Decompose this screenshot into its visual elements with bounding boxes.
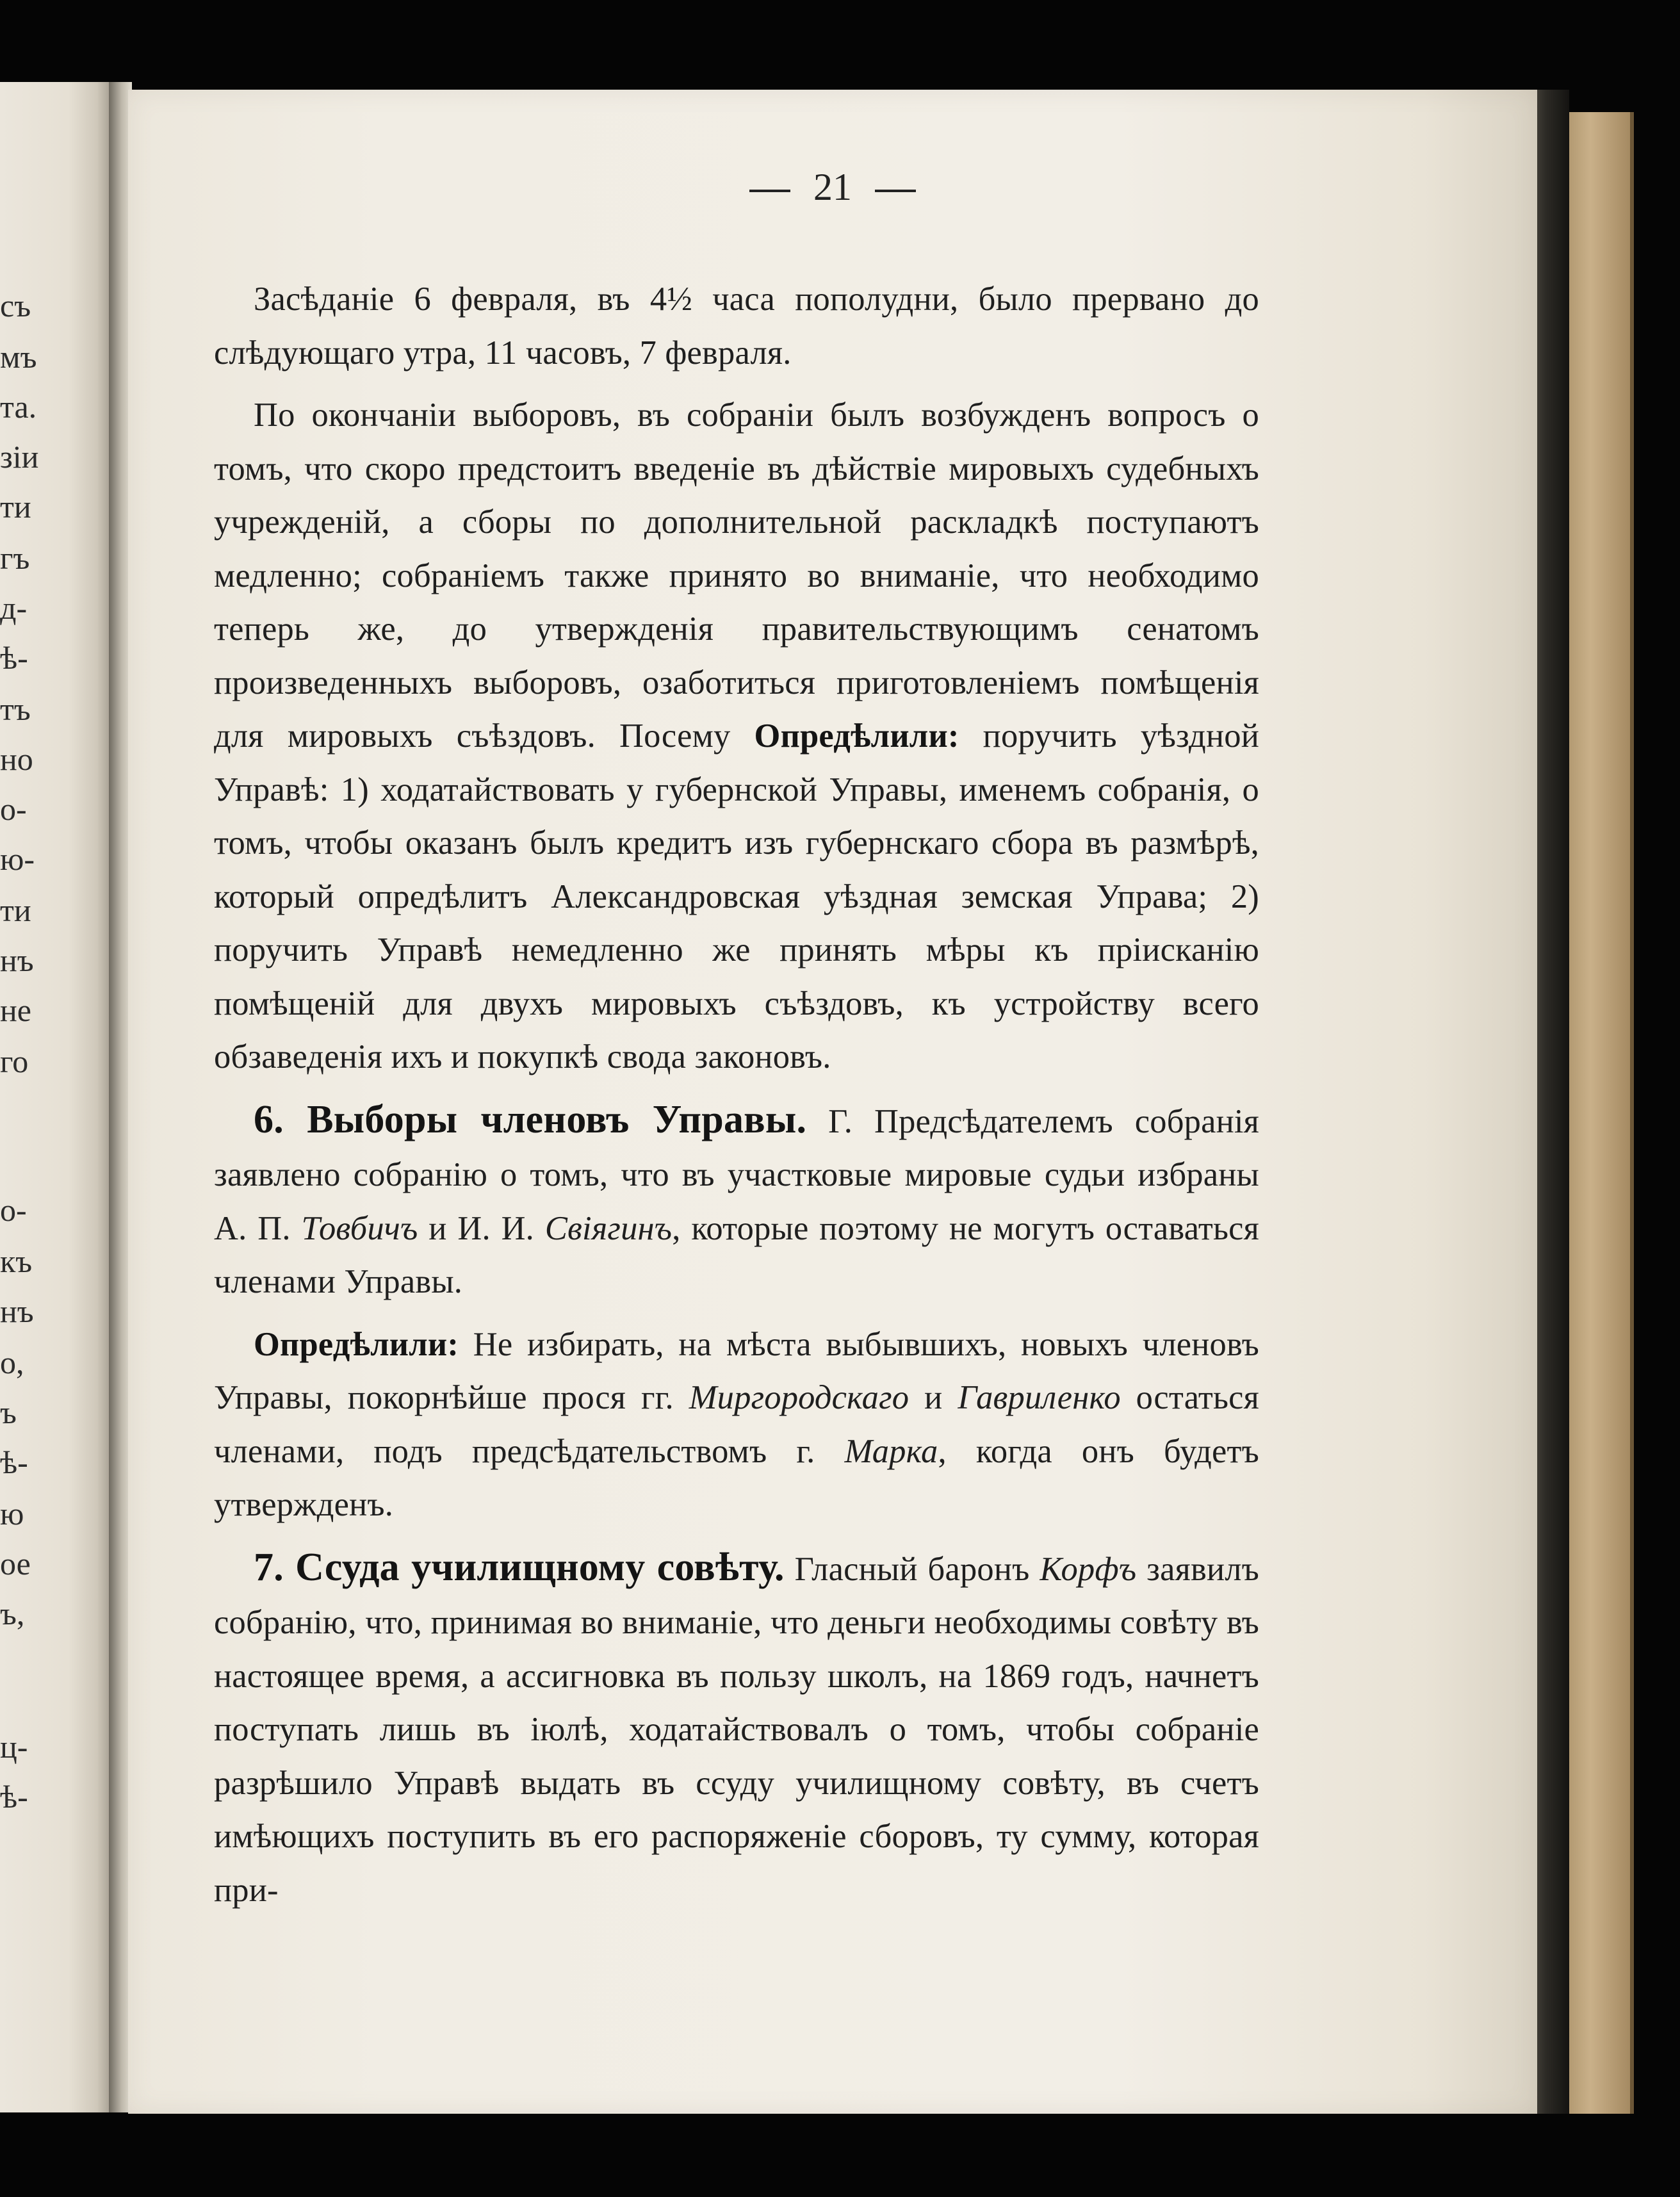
previous-page-fragment: о- bbox=[0, 791, 27, 827]
page-number-dash-right bbox=[875, 190, 916, 192]
paragraph-text: Г. Предсѣдателемъ собранія заявлено собранію о томъ, что въ участковые мировые судьи избраны А. П. bbox=[214, 1102, 1259, 1247]
paragraph-text: поручить уѣздной Управѣ: 1) ходатайствовать у губернской Управы, именемъ собранія, о томъ, чтобы оказанъ былъ кредитъ изъ губернскаго сбора въ размѣрѣ, который опредѣлитъ Александровская уѣздная земская Управа; 2) поручить Управѣ немедленно же принять мѣры къ пріисканію помѣщеній для двухъ мировыхъ съѣздовъ, къ устройству всего обзаведенія ихъ и покупкѣ свода законовъ. bbox=[214, 717, 1259, 1075]
paragraph-text: и И. И. bbox=[418, 1209, 545, 1247]
section-heading: 6. Выборы членовъ Управы. bbox=[254, 1097, 807, 1141]
paragraph-text: , когда онъ будетъ утвержденъ. bbox=[214, 1432, 1260, 1523]
page-number-dash-left bbox=[749, 190, 790, 192]
page-number bbox=[128, 165, 1537, 209]
previous-page-fragment: къ bbox=[0, 1243, 33, 1279]
previous-page-fragment: но bbox=[0, 741, 33, 777]
previous-page-fragment: гъ bbox=[0, 540, 30, 576]
previous-page-fragment: съ bbox=[0, 288, 31, 323]
paragraph-section-7 bbox=[214, 1541, 1259, 1918]
previous-page-fragment: ъ bbox=[0, 1394, 17, 1430]
previous-page-fragment: тъ bbox=[0, 691, 31, 727]
previous-page-fragment: ти bbox=[0, 489, 31, 525]
person-name: Гавриленко bbox=[958, 1379, 1121, 1416]
paragraph-session-adjourned bbox=[214, 273, 1259, 380]
previous-page-fragment: ое bbox=[0, 1546, 31, 1581]
page-number-value: 21 bbox=[813, 166, 852, 208]
paragraph-section-6 bbox=[214, 1093, 1259, 1309]
paragraph-text: Засѣданіе 6 февраля, въ 4½ часа пополудни, было прервано до слѣдующаго утра, 11 часовъ, 7 февраля. bbox=[214, 281, 1259, 372]
decision-label: Опредѣлили: bbox=[254, 1325, 459, 1363]
previous-page-fragment: ю bbox=[0, 1496, 24, 1531]
book-page bbox=[128, 90, 1537, 2114]
previous-page-fragment: го bbox=[0, 1043, 29, 1079]
previous-page-fragment: ѣ- bbox=[0, 1779, 28, 1815]
previous-page-fragment: д- bbox=[0, 590, 28, 626]
previous-page-fragment: мъ bbox=[0, 339, 37, 375]
paragraph-text: По окончаніи выборовъ, въ собраніи былъ возбужденъ вопросъ о томъ, что скоро предстоитъ введеніе въ дѣйствіе мировыхъ судебныхъ учрежденій, а сборы по дополнительной раскладкѣ поступаютъ медленно; собраніемъ также принято во вниманіе, что необходимо теперь же, до утвержденія правительствующимъ сенатомъ произведенныхъ выборовъ, озаботиться приготовленіемъ помѣщенія для мировыхъ съѣздовъ. Посему bbox=[214, 396, 1259, 755]
paragraph-text: остаться членами, подъ предсѣдательствомъ г. bbox=[214, 1379, 1259, 1470]
person-name: Миргородскаго bbox=[689, 1379, 909, 1416]
page-body bbox=[214, 273, 1259, 1917]
paragraph-court-premises bbox=[214, 389, 1259, 1084]
previous-page-edge bbox=[0, 82, 114, 2112]
previous-page-fragment: о- bbox=[0, 1192, 27, 1228]
paragraph-text: и bbox=[909, 1379, 958, 1416]
decision-label: Опредѣлили: bbox=[754, 717, 959, 755]
person-name: Корфъ bbox=[1040, 1550, 1137, 1588]
paragraph-text: заявилъ собранію, что, принимая во вниманіе, что деньги необходимы совѣту въ настоящее время, а ассигновка въ пользу школъ, на 1869 годъ, начнетъ поступать лишь въ іюлѣ, ходатайствовалъ о томъ, чтобы собраніе разрѣшило Управѣ выдать въ ссуду училищному совѣту, въ счетъ имѣющихъ поступить въ его распоряженіе сборовъ, ту сумму, которая при- bbox=[214, 1550, 1259, 1909]
book-cover-edge bbox=[1569, 112, 1634, 2114]
previous-page-fragment: о, bbox=[0, 1344, 24, 1380]
previous-page-fragment: ц- bbox=[0, 1729, 28, 1765]
paragraph-decision-members bbox=[214, 1318, 1259, 1532]
previous-page-fragment: ти bbox=[0, 892, 31, 928]
previous-page-fragment: ъ, bbox=[0, 1596, 25, 1631]
person-name: Свіягинъ bbox=[544, 1209, 673, 1247]
section-heading: 7. Ссуда училищному совѣту. bbox=[254, 1545, 785, 1589]
paragraph-text: Не избирать, на мѣста выбывшихъ, новыхъ членовъ Управы, покорнѣйше прося гг. bbox=[214, 1325, 1259, 1416]
previous-page-fragment: не bbox=[0, 992, 31, 1028]
previous-page-fragment: та. bbox=[0, 389, 37, 425]
previous-page-fragment: нъ bbox=[0, 942, 34, 978]
previous-page-fragment: ѣ- bbox=[0, 1444, 28, 1480]
person-name: Товбичъ bbox=[301, 1209, 418, 1247]
paragraph-text: Гласный баронъ bbox=[784, 1550, 1040, 1588]
previous-page-fragment: нъ bbox=[0, 1293, 34, 1329]
previous-page-fragment: ѣ- bbox=[0, 640, 28, 676]
paragraph-text: , которые поэтому не могутъ оставаться членами Управы. bbox=[214, 1209, 1260, 1300]
previous-page-fragment: ю- bbox=[0, 841, 35, 877]
previous-page-fragment: зіи bbox=[0, 439, 39, 475]
person-name: Марка bbox=[844, 1432, 938, 1470]
